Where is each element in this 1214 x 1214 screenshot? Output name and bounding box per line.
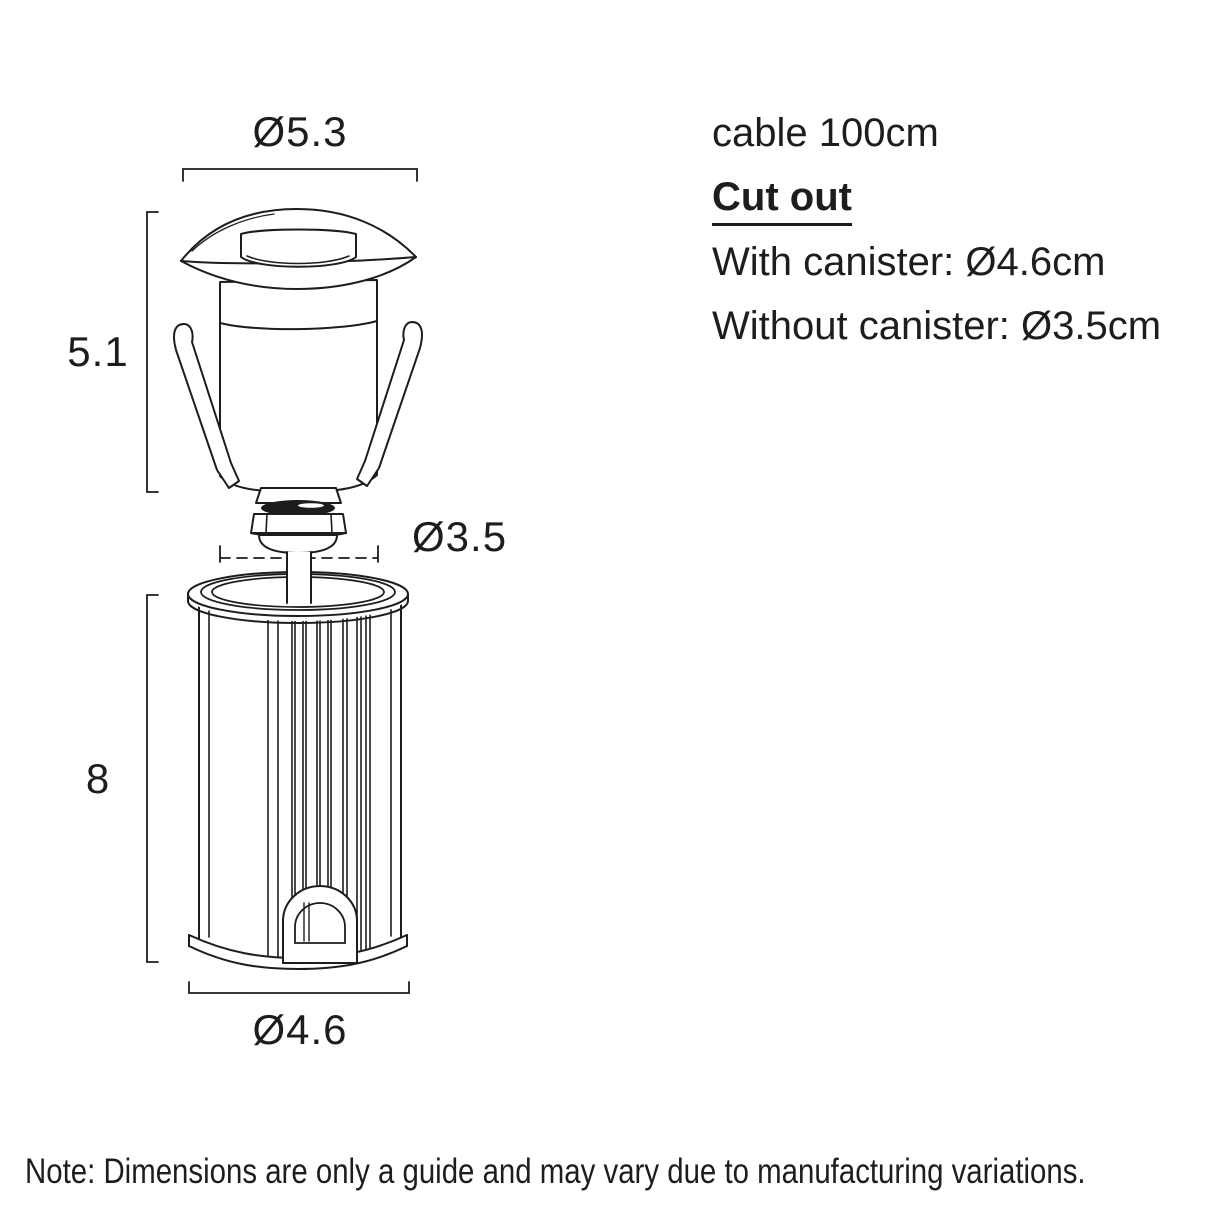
cap-diameter-label: Ø5.3 [252, 108, 348, 155]
disclaimer-footnote: Note: Dimensions are only a guide and may vary due to manufacturing variations. [25, 1152, 1086, 1191]
cutout-heading-text: Cut out [712, 174, 852, 226]
gland-dome [259, 535, 337, 553]
canister-height-dimension [147, 595, 158, 962]
cap-diameter-dimension [183, 169, 417, 181]
supply-cable [287, 552, 311, 604]
canister-height-label: 8 [85, 755, 111, 802]
gland-hex-facet-right [331, 514, 332, 533]
gland-hex-facet-left [266, 514, 267, 533]
gland-oring-gap [298, 503, 324, 508]
fixture-height-label: 5.1 [67, 328, 129, 375]
canister-drawing [187, 552, 409, 969]
cap-center-tab [241, 230, 356, 267]
gland-diameter-label: Ø3.5 [412, 513, 508, 560]
fixture-body [220, 280, 377, 492]
light-fixture-drawing [174, 209, 422, 553]
fixture-height-dimension [147, 212, 158, 492]
canister-arch-cutout [283, 886, 357, 963]
canister-diameter-label: Ø4.6 [252, 1006, 348, 1053]
cable-length-note: cable 100cm [712, 111, 939, 155]
canister-diameter-dimension [189, 982, 409, 993]
cutout-without-canister-note: Without canister: Ø3.5cm [712, 304, 1162, 348]
cutout-with-canister-note: With canister: Ø4.6cm [712, 240, 1106, 284]
cutout-heading [712, 174, 852, 226]
